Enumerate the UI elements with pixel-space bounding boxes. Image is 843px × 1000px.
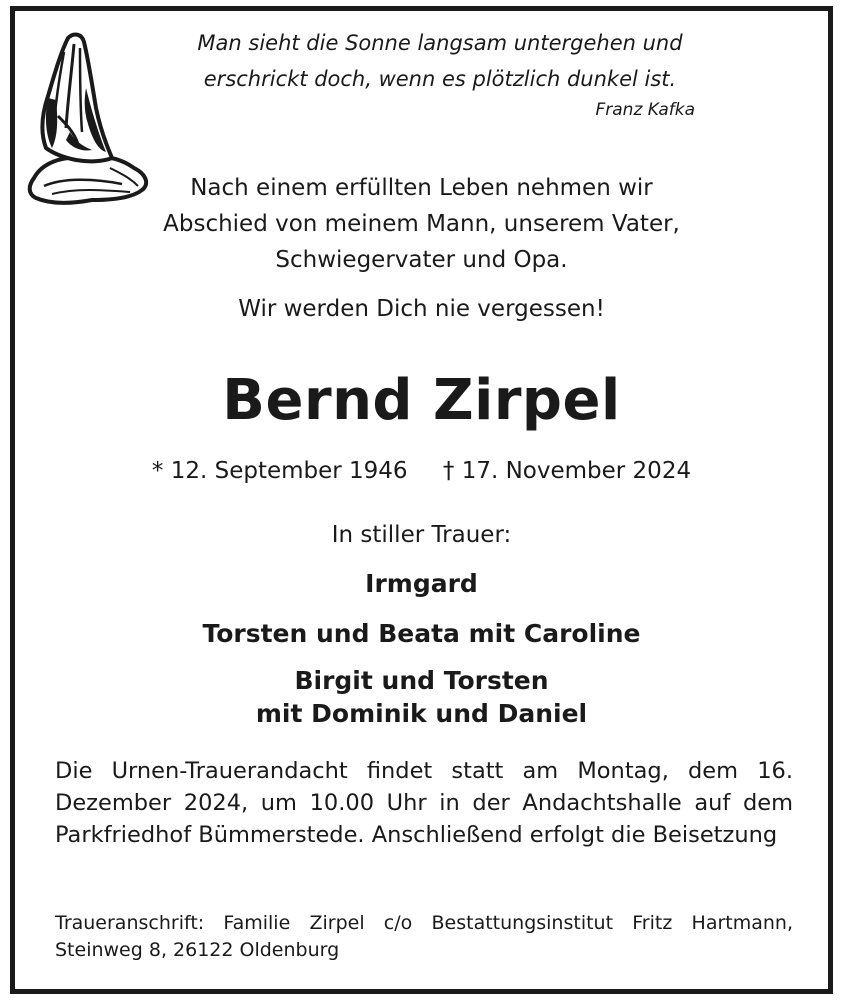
family-member-3-line-2: mit Dominik und Daniel — [255, 699, 588, 728]
birth-date: * 12. September 1946 — [151, 458, 408, 484]
quote-author: Franz Kafka — [595, 100, 695, 120]
intro-text — [0, 170, 843, 278]
family-member-3-line-1: Birgit und Torsten — [294, 666, 549, 695]
quote-line-2: erschrickt doch, wenn es plötzlich dunkel ist. — [203, 67, 677, 91]
mourning-address: Traueranschrift: Familie Zirpel c/o Bestattungsinstitut Fritz Hartmann, Steinweg 8, 26122 Oldenburg — [55, 912, 793, 961]
life-dates — [0, 458, 843, 484]
service-announcement: Die Urnen-Trauerandacht findet statt am Montag, dem 16. Dezember 2024, um 10.00 Uhr in der Andachtshalle auf dem Parkfriedhof Bümmerstede. Anschließend erfolgt die Beisetzung — [55, 758, 793, 848]
deceased-name: Bernd Zirpel — [222, 368, 621, 433]
death-date: † 17. November 2024 — [442, 458, 692, 484]
family-member-2: Torsten und Beata mit Caroline — [202, 619, 641, 648]
intro-line-3: Schwiegervater und Opa. — [275, 247, 568, 273]
quote-line-1: Man sieht die Sonne langsam untergehen und — [197, 31, 683, 55]
family-member-3 — [0, 664, 843, 730]
family-member-1: Irmgard — [365, 569, 478, 598]
mourning-label: In stiller Trauer: — [331, 522, 512, 548]
intro-line-2: Abschied von meinem Mann, unserem Vater, — [163, 211, 680, 237]
intro-line-1: Nach einem erfüllten Leben nehmen wir — [190, 175, 653, 201]
never-forget-text: Wir werden Dich nie vergessen! — [238, 296, 605, 322]
